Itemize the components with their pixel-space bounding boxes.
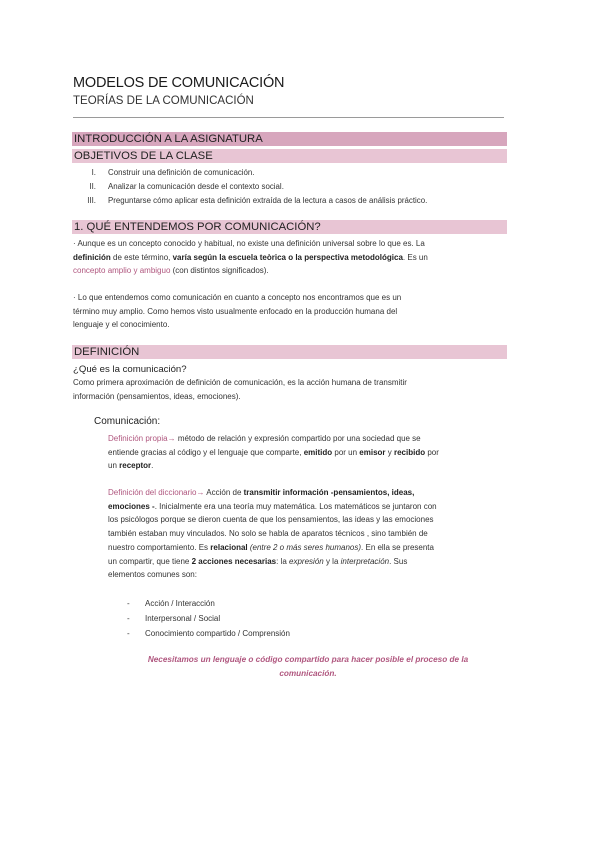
bullet-dash: - (127, 629, 130, 638)
text-line: · Lo que entendemos como comunicación en cuanto a concepto nos encontramos que es un (73, 293, 402, 302)
list-item: Construir una definición de comunicación. (108, 168, 255, 177)
paragraph-1 (73, 237, 507, 278)
paragraph-2 (73, 291, 507, 332)
label-definicion-diccionario: Definición del diccionario→ (108, 488, 205, 497)
text-line: lenguaje y el conocimiento. (73, 320, 170, 330)
list-item: Analizar la comunicación desde el contexto social. (108, 182, 284, 191)
text-line: Definición propia→ método de relación y expresión compartido por una sociedad que se (108, 434, 421, 443)
text-line: emociones -. Inicialmente era una teoría muy matemática. Los matemáticos se juntaron con (108, 501, 437, 511)
header-divider (73, 117, 504, 118)
highlight-quote (108, 653, 508, 680)
text-line: los psicólogos porque se dieron cuenta de que los pensamientos, las ideas y las emociones (108, 515, 434, 525)
text-line: elementos comunes son: (108, 570, 197, 580)
text-line: concepto amplio y ambiguo (con distintos significados). (73, 266, 269, 276)
subheading-que-es: ¿Qué es la comunicación? (73, 364, 187, 375)
page-subtitle: TEORÍAS DE LA COMUNICACIÓN (73, 95, 254, 107)
text-line: Definición del diccionario→ Acción de transmitir información -pensamientos, ideas, (108, 488, 415, 497)
bullet-dash: - (127, 599, 130, 608)
text-line: comunicación. (279, 668, 337, 678)
text-line: también estaban muy vinculados. No solo se habla de aparatos técnicos , sino también de (108, 529, 428, 539)
text-line: información (pensamientos, ideas, emociones). (73, 391, 241, 401)
section-heading-que-entendemos: 1. QUÉ ENTENDEMOS POR COMUNICACIÓN? (72, 220, 507, 234)
list-item-number: I. (91, 168, 96, 177)
bullet-dash: - (127, 614, 130, 623)
list-item: Acción / Interacción (145, 599, 215, 608)
text-line: definición de este término, varía según la escuela teòrica o la perspectiva metodológica. Es un (73, 252, 428, 262)
definicion-diccionario (108, 486, 508, 582)
text-line: término muy amplio. Como hemos visto usualmente enfocado en la producción humana del (73, 306, 398, 316)
text-line: · Aunque es un concepto conocido y habitual, no existe una definición universal sobre lo que es. La (73, 239, 425, 248)
list-item: Interpersonal / Social (145, 614, 221, 623)
section-heading-intro: INTRODUCCIÓN A LA ASIGNATURA (72, 132, 507, 146)
list-item-number: II. (89, 182, 96, 191)
section-heading-definicion: DEFINICIÓN (72, 345, 507, 359)
text-line: Necesitamos un lenguaje o código compartido para hacer posible el proceso de la (147, 655, 469, 664)
paragraph-que-es (73, 376, 507, 403)
list-item: Conocimiento compartido / Comprensión (145, 629, 290, 638)
text-line: nuestro comportamiento. Es relacional (entre 2 o más seres humanos). En ella se presenta (108, 542, 434, 552)
text-line: Como primera aproximación de definición de comunicación, es la acción humana de transmitir (73, 378, 407, 387)
list-item-number: III. (87, 196, 96, 205)
text-line: un compartir, que tiene 2 acciones necesarias: la expresión y la interpretación. Sus (108, 556, 408, 566)
highlight-term: concepto amplio y ambiguo (73, 266, 171, 276)
subheading-comunicacion: Comunicación: (94, 416, 161, 427)
label-definicion-propia: Definición propia→ (108, 434, 176, 443)
text-line: entiende gracias al código y el lenguaje que comparte, emitido por un emisor y recibido por (108, 447, 439, 457)
section-heading-objetivos: OBJETIVOS DE LA CLASE (72, 149, 507, 163)
list-item: Preguntarse cómo aplicar esta definición extraída de la lectura a casos de análisis práctico. (108, 196, 428, 205)
page-title: MODELOS DE COMUNICACIÓN (73, 75, 285, 91)
definicion-propia (108, 432, 508, 473)
text-line: un receptor. (108, 461, 154, 471)
